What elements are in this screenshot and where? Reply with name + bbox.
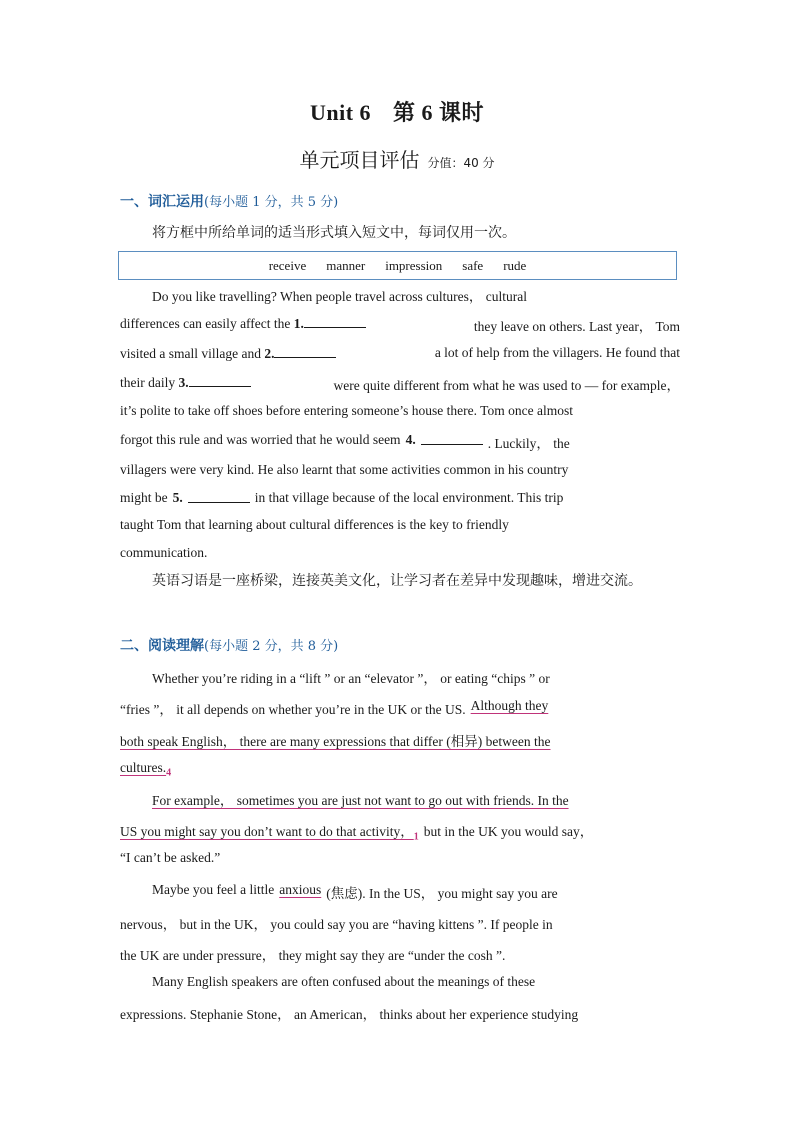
score-text: 分值：40 分 <box>427 156 495 170</box>
page-title: Unit 6 第 6 课时 <box>309 100 485 125</box>
blank-2[interactable] <box>274 345 336 358</box>
passage-line: nervous， but in the UK， you could say you are “having kittens ”. If people in <box>120 917 553 932</box>
passage-line: might be 5. in that village because of the local environment. This trip <box>120 490 564 505</box>
passage-line: communication. <box>120 545 208 560</box>
passage-line: “fries ”， it all depends on whether you’re in the UK or the US. Although they <box>120 698 549 717</box>
passage-line: Maybe you feel a little anxious (焦虑). In the US， you might say you are <box>152 882 558 901</box>
page-subtitle <box>0 144 794 173</box>
blank-1[interactable] <box>304 315 366 328</box>
passage-line: it’s polite to take off shoes before entering someone’s house there. Tom once almost <box>120 403 573 418</box>
passage-line: taught Tom that learning about cultural differences is the key to friendly <box>120 517 509 532</box>
section-2-heading: 二、阅读理解(每小题 2 分，共 8 分) <box>120 638 339 654</box>
passage-line: the UK are under pressure， they might say they are “under the cosh ”. <box>120 948 506 963</box>
word-item: rude <box>503 257 527 273</box>
word-item: receive <box>268 257 307 273</box>
subtitle-text: 单元项目评估 <box>299 148 420 172</box>
passage-line: both speak English， there are many expressions that differ (相异) between the <box>120 734 551 749</box>
section-1-heading: 一、词汇运用(每小题 1 分，共 5 分) <box>120 194 339 210</box>
blank-5[interactable] <box>188 490 250 503</box>
passage-line: Many English speakers are often confused about the meanings of these <box>152 974 536 989</box>
question-mark-4: 4 <box>166 767 172 779</box>
passage-line: expressions. Stephanie Stone， an American， thinks about her experience studying <box>120 1007 579 1022</box>
passage-line: $cultures._4$ <box>120 760 172 779</box>
section-1-instruction: 将方框中所给单词的适当形式填入短文中，每词仅用一次。 <box>152 225 516 241</box>
blank-3[interactable] <box>189 374 251 387</box>
word-box <box>118 251 677 280</box>
passage-line: Do you like travelling? When people travel across cultures， cultural <box>152 289 528 304</box>
word-item: safe <box>462 257 484 273</box>
blank-4[interactable] <box>421 432 483 445</box>
passage-line: differences can easily affect the 1. they leave on others. Last year， Tom <box>120 316 680 334</box>
passage-line: “I can’t be asked.” <box>120 850 221 865</box>
passage-line: forgot this rule and was worried that he would seem 4. . Luckily， the <box>120 432 570 451</box>
passage-line: For example， sometimes you are just not want to go out with friends. In the <box>152 793 569 808</box>
word-item: manner <box>326 257 366 273</box>
word-item: impression <box>385 257 443 273</box>
chinese-note: 英语习语是一座桥梁，连接英美文化，让学习者在差异中发现趣味，增进交流。 <box>152 573 642 589</box>
passage-line: US you might say you don’t want to do that activity，$_1$ but in the UK you would say， <box>120 824 594 843</box>
passage-line: Whether you’re riding in a “lift ” or an “elevator ”， or eating “chips ” or <box>152 671 550 686</box>
passage-line: villagers were very kind. He also learnt that some activities common in his country <box>120 462 569 477</box>
passage-line: visited a small village and 2. a lot of help from the villagers. He found that <box>120 345 680 361</box>
passage-line: their daily 3. were quite different from what he was used to — for example， <box>120 375 680 393</box>
question-mark-1: 1 <box>413 831 419 843</box>
